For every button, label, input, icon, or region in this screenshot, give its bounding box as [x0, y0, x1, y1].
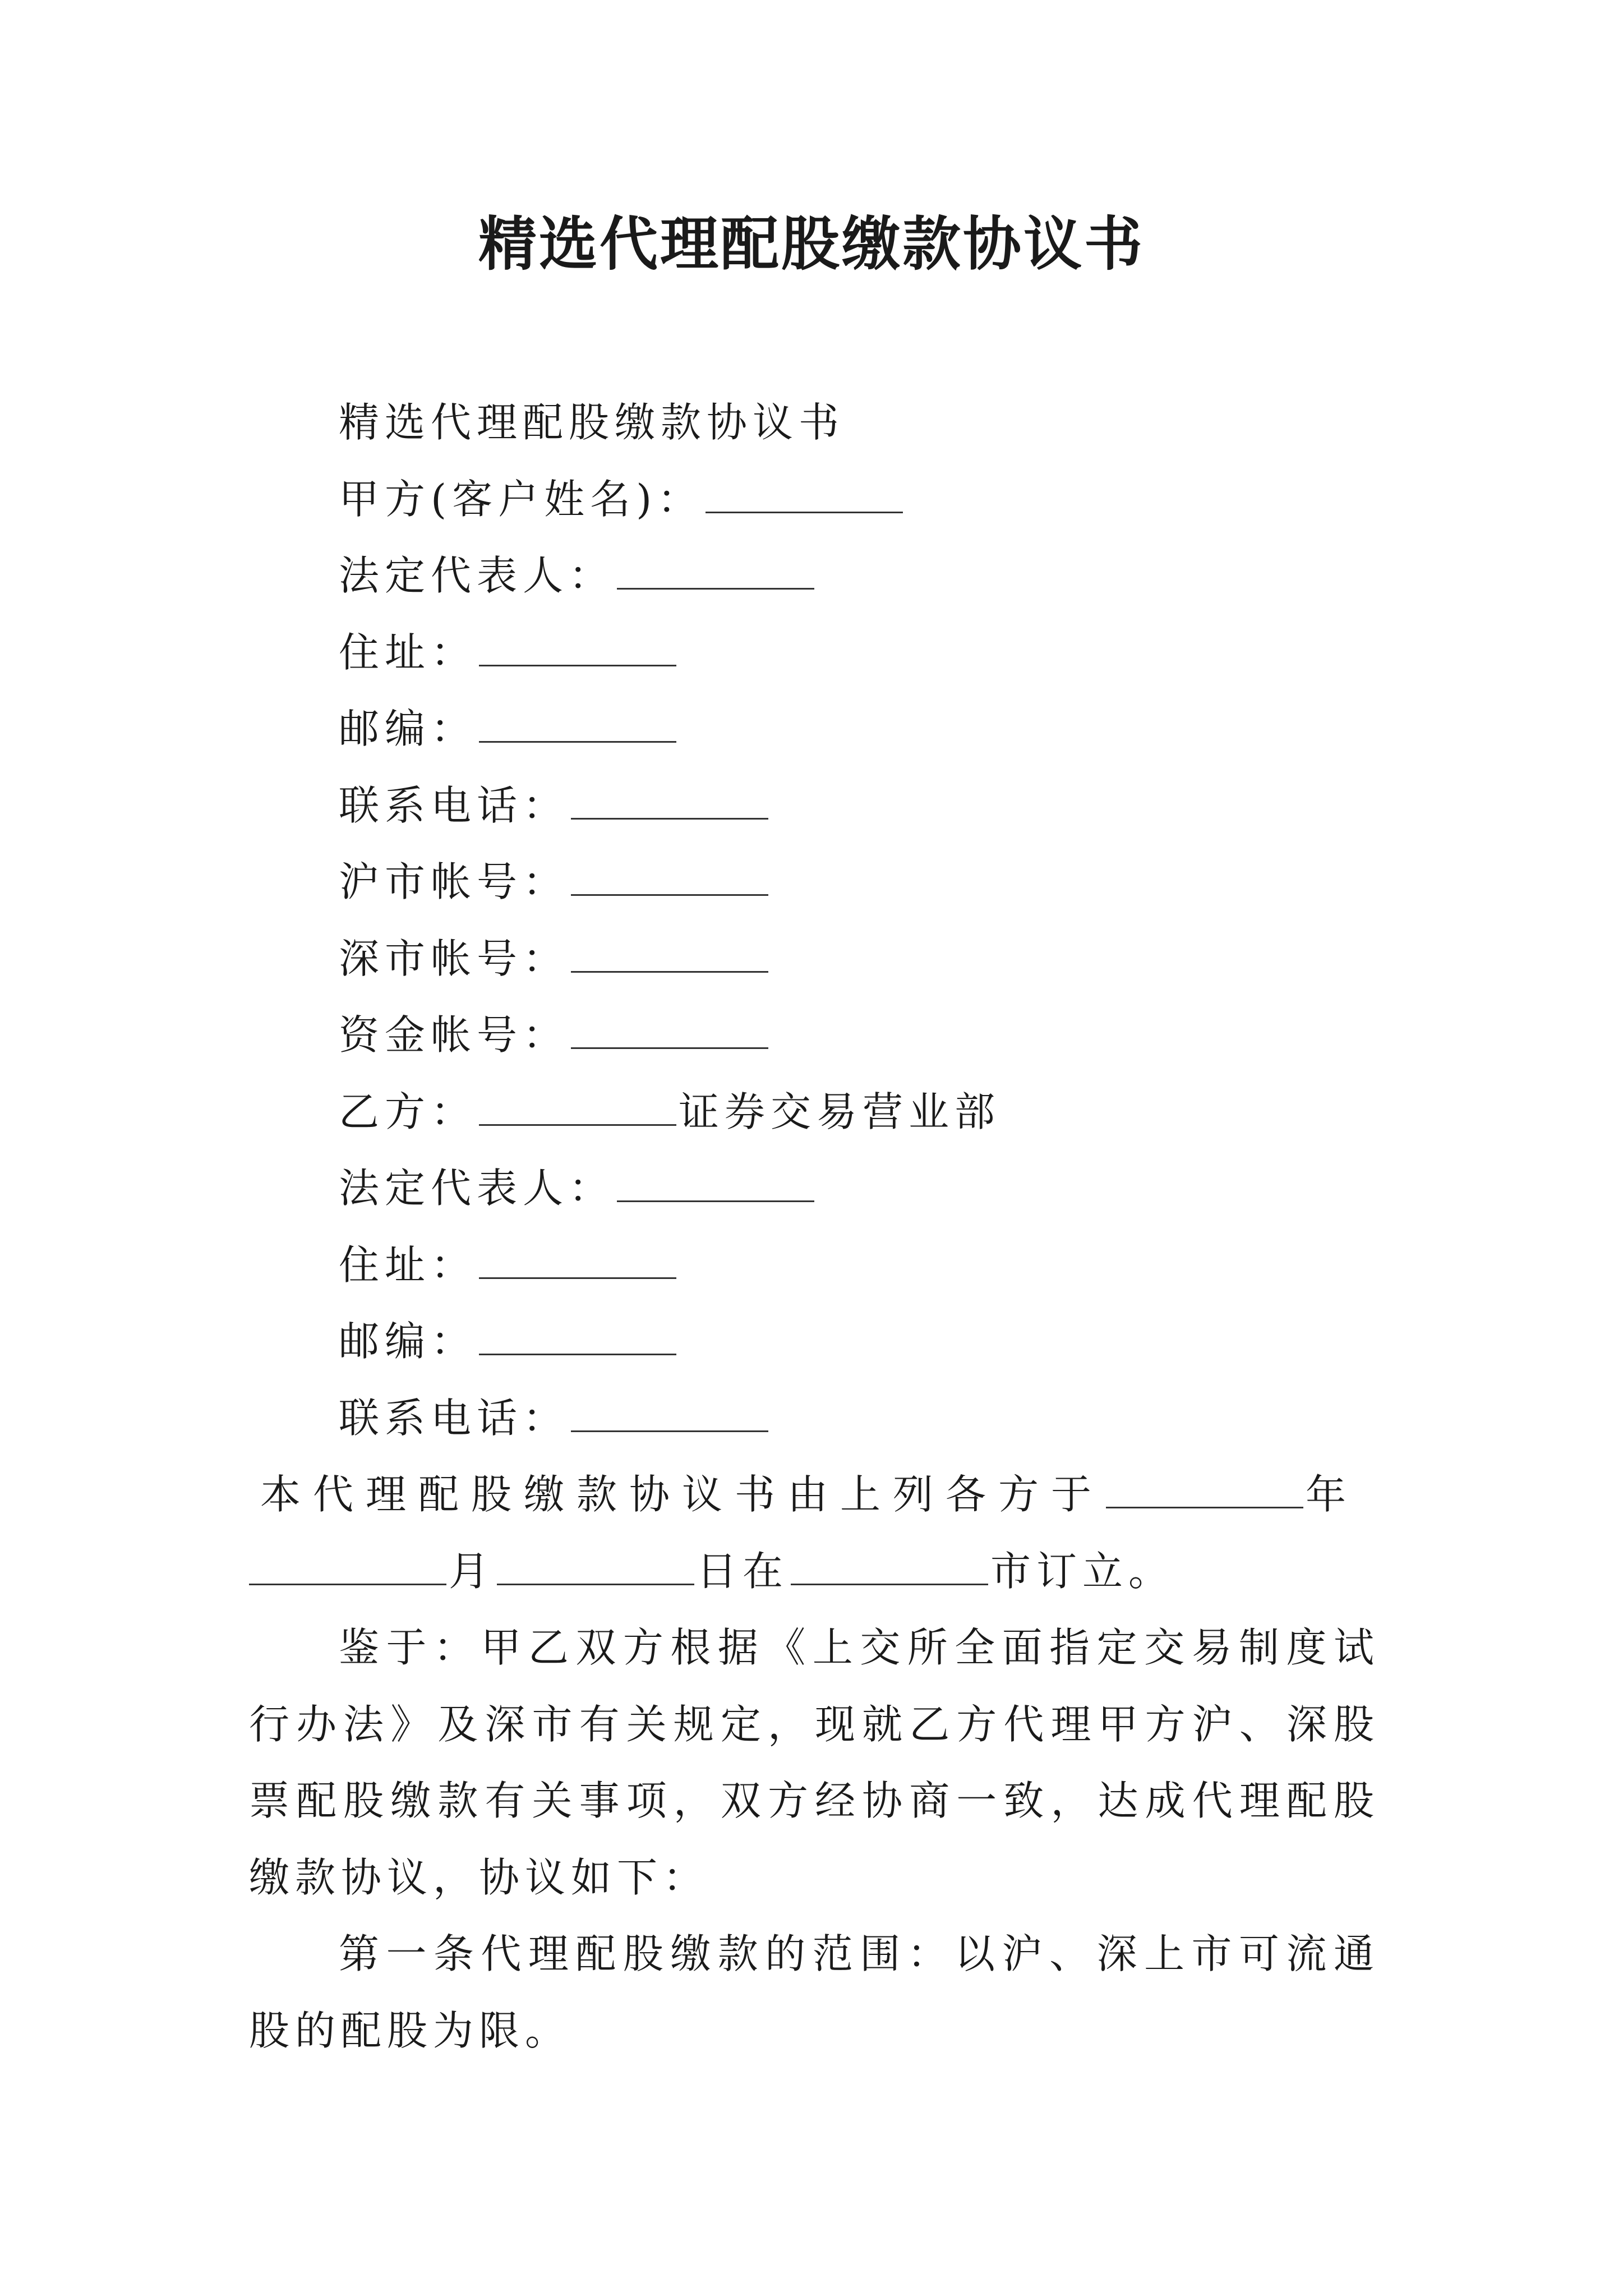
party-b-address-label: 住址：: [339, 1241, 477, 1289]
party-b-address-blank[interactable]: [479, 1240, 676, 1279]
party-a-sz-account-line: [249, 921, 1380, 997]
party-a-rep-line: [249, 537, 1380, 614]
party-a-rep-blank[interactable]: [617, 551, 814, 590]
date-day-blank[interactable]: [497, 1547, 694, 1585]
whereas-paragraph: 鉴于：甲乙双方根据《上交所全面指定交易制度试行办法》及深市有关规定，现就乙方代理甲方沪、深股票配股缴款有关事项，双方经协商一致，达成代理配股缴款协议，协议如下：: [249, 1624, 1380, 1901]
dated-clause-day-in: 日在: [697, 1547, 789, 1595]
document-body: [249, 384, 1380, 2069]
party-a-sh-account-label: 沪市帐号：: [339, 858, 569, 905]
party-a-address-blank[interactable]: [479, 628, 676, 666]
dated-clause-year: 年: [1306, 1471, 1359, 1518]
party-b-postcode-line: [249, 1303, 1380, 1380]
date-year-blank[interactable]: [1106, 1470, 1303, 1508]
dated-clause-line-2: [249, 1533, 1380, 1610]
party-a-sz-account-label: 深市帐号：: [339, 935, 569, 982]
party-a-fund-account-label: 资金帐号：: [339, 1011, 569, 1059]
party-b-rep-line: [249, 1150, 1380, 1227]
dated-clause: [249, 1456, 1380, 1609]
article-1: 第一条代理配股缴款的范围：以沪、深上市可流通股的配股为限。: [249, 1930, 1380, 2054]
party-b-name-label: 乙方：: [339, 1088, 477, 1135]
party-a-name-label: 甲方(客户姓名)：: [339, 475, 704, 523]
party-a-address-line: [249, 614, 1380, 691]
document-title: 精选代理配股缴款协议书: [478, 209, 1145, 278]
party-b-postcode-blank[interactable]: [479, 1317, 676, 1355]
party-b-name-suffix: 证券交易营业部: [679, 1088, 1001, 1135]
party-b-rep-blank[interactable]: [617, 1163, 814, 1202]
party-a-postcode-blank[interactable]: [479, 704, 676, 743]
dated-clause-line-1: [249, 1456, 1380, 1533]
party-a-sh-account-blank[interactable]: [571, 857, 768, 896]
date-month-blank[interactable]: [249, 1547, 446, 1585]
party-a-name-blank[interactable]: [706, 475, 903, 513]
party-a-sh-account-line: [249, 844, 1380, 921]
party-a-fund-account-blank[interactable]: [571, 1010, 768, 1049]
party-b-name-blank[interactable]: [479, 1087, 676, 1126]
party-b-rep-label: 法定代表人：: [339, 1165, 615, 1212]
party-a-phone-label: 联系电话：: [339, 781, 569, 829]
dated-clause-city-end: 市订立。: [990, 1547, 1175, 1595]
dated-clause-part1: 本代理配股缴款协议书由上列各方于: [260, 1471, 1104, 1518]
party-b-phone-line: [249, 1380, 1380, 1457]
party-b-phone-label: 联系电话：: [339, 1394, 569, 1442]
party-a-fund-account-line: [249, 997, 1380, 1074]
subtitle: 精选代理配股缴款协议书: [339, 399, 845, 446]
party-a-phone-blank[interactable]: [571, 781, 768, 820]
party-a-address-label: 住址：: [339, 628, 477, 676]
party-a-name-line: [249, 461, 1380, 538]
party-a-sz-account-blank[interactable]: [571, 934, 768, 973]
party-b-address-line: [249, 1227, 1380, 1304]
dated-clause-month: 月: [449, 1547, 495, 1595]
party-a-postcode-line: [249, 691, 1380, 767]
party-b-name-line: [249, 1074, 1380, 1151]
party-a-rep-label: 法定代表人：: [339, 552, 615, 599]
party-b-phone-blank[interactable]: [571, 1393, 768, 1432]
date-city-blank[interactable]: [791, 1547, 988, 1585]
party-a-phone-line: [249, 767, 1380, 844]
party-a-postcode-label: 邮编：: [339, 705, 477, 752]
party-b-postcode-label: 邮编：: [339, 1318, 477, 1365]
